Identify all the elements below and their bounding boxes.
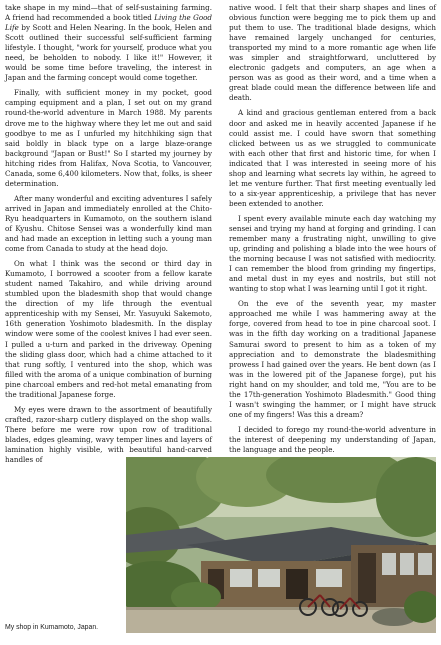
shop-photo-illustration (126, 457, 436, 633)
paragraph: On the eve of the seventh year, my master approached me while I was hammering away at the forge, covered from head to toe in pine charcoal soot. I was in the fifth day working on a traditional Japanese Samurai sword to present to him as a token of my appreciation and to demonstrate the bladesmithing prowess I had gained over the years. He bent down (as I was in the lowered pit of the Japanese forge), put his right hand on my shoulder, and told me, "You are to be the 17th-generation Yoshimoto Bladesmith." Good thing I wasn't swinging the hammer, or I might have struck one of my fingers! Was this a dream? (229, 299, 436, 419)
shop-photo (126, 457, 436, 633)
paragraph: My eyes were drawn to the assortment of beautifully crafted, razor-sharp cutlery displayed on the shop walls. There before me were row upon row of traditional blades, edges gleaming, wavy temper lines and layers of lamination highly visible, with beautiful hand-carved handles of (5, 404, 212, 465)
left-text-column (5, 3, 212, 465)
paragraph-text: take shape in my mind—that of self-sustaining farming. A friend had recommended a book titled (5, 3, 212, 23)
right-text-column (229, 3, 436, 455)
book-title: Living the Good Life (5, 13, 212, 33)
paragraph: I spent every available minute each day watching my sensei and trying my hand at forging and grinding. I can remember many a frustrating night, unwilling to give up, grinding and polishing a blade into the wee hours of the morning because I was not satisfied with mediocrity. I can remember the blood from grinding my fingertips, and metal dust in my eyes and nostrils, but still not wanting to stop what I was learning until I got it right. (229, 213, 436, 294)
paragraph: Finally, with sufficient money in my pocket, good camping equipment and a plan, I set out on my grand round-the-world adventure in March 1988. My parents drove me to the highway where they let me out and said goodbye to me as I unfurled my hitchhiking sign that said boldly in black type on a large blaze-orange background "Japan or Bust!" So I started my journey by hitching rides from Halifax, Nova Scotia, to Vancouver, Canada, some 6,400 kilometers. Now that, folks, is sheer determination. (5, 88, 212, 188)
paragraph: native wood. I felt that their sharp shapes and lines of obvious function were begging me to pick them up and put them to use. The traditional blade designs, which have remained largely unchanged for centuries, transported my mind to a more romantic age when life was simpler and straightforward, uncluttered by electronic gadgets and computers, an age when a person was as good as their word, and a time when a great blade could mean the difference between life and death. (229, 3, 436, 103)
paragraph: I decided to forego my round-the-world adventure in the interest of deepening my understanding of Japan, the language and the people. (229, 424, 436, 454)
paragraph: After many wonderful and exciting adventures I safely arrived in Japan and immediately enrolled at the Chito-Ryu headquarters in Kumamoto, on the southern island of Kyushu. Chitose Sensei was a wonderfully kind man and had made an exception in letting such a young man come from Canada to study at the head dojo. (5, 193, 212, 254)
paragraph (5, 3, 212, 83)
paragraph: On what I think was the second or third day in Kumamoto, I borrowed a scooter from a fellow karate student named Takahiro, and while driving around stumbled upon the bladesmith shop that would change the direction of my life through the eventual apprenticeship with my Sensei, Mr. Yasuyuki Sakemoto, 16th generation Yoshimoto bladesmith. In the display window were some of the coolest knives I had ever seen. I pulled a u-turn and parked in the driveway. Opening the sliding glass door, which had a chime attached to it that rung softly, I ventured into the shop, which was filled with the aroma of a unique combination of burning pine charcoal embers and red-hot metal emanating from the traditional Japanese forge. (5, 259, 212, 399)
paragraph-text: by Scott and Helen Nearing. In the book, Helen and Scott outlined their successful self-sufficient farming lifestyle. I thought, "work for yourself, produce what you need, be beholden to nobody. I like it!" However, it would be some time before traveling, the interest in Japan and the farming concept would come together. (5, 23, 212, 83)
paragraph: A kind and gracious gentleman entered from a back door and asked me in heavily accented Japanese if he could assist me. I could have sworn that something clicked between us as we struggled to communicate with each other that first and historic time, for when I indicated that I was interested in seeing more of his shop and learning what secrets lay within, he agreed to let me venture further. That first meeting eventually led to a six-year apprenticeship, a privilege that has never been extended to another. (229, 108, 436, 208)
photo-caption: My shop in Kumamoto, Japan. (5, 624, 99, 631)
